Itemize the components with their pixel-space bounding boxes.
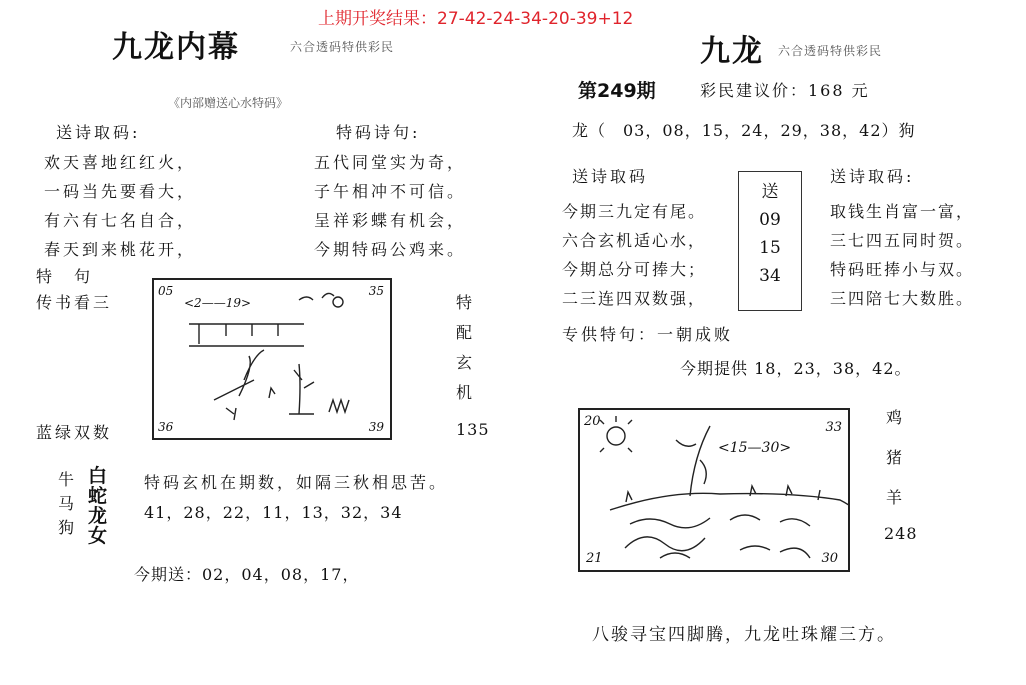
corner-tr: 33 (825, 420, 842, 435)
poem-line: 五代同堂实为奇， (314, 153, 467, 172)
sketch-drawing (580, 410, 848, 570)
right-side-vertical (886, 398, 902, 518)
corner-tl: 20 (584, 414, 601, 429)
poem-line: 子午相冲不可信。 (314, 182, 467, 201)
provide-numbers: 今期提供 18，23，38，42。 (680, 359, 912, 378)
special-label: 特 句 (36, 267, 94, 286)
bold-char: 女 (88, 525, 108, 547)
left-subtitle: 六合透码特供彩民 (290, 40, 395, 54)
footer-poem: 八骏寻宝四脚腾，九龙吐珠耀三方。 (592, 625, 896, 645)
poem-line: 有六有七名自合， (44, 211, 197, 230)
phrase-lanlv: 蓝绿双数 (36, 423, 113, 442)
right-subtitle: 六合透码特供彩民 (778, 44, 883, 58)
send-box-number: 34 (759, 266, 781, 286)
right-poem-heading: 送诗取码 (572, 167, 649, 186)
corner-tr: 35 (368, 284, 384, 298)
send-box-number: 09 (759, 210, 781, 230)
left-poem (44, 148, 196, 264)
corner-bl: 36 (158, 420, 174, 434)
right-poem-right (830, 197, 974, 313)
poem-line: 欢天喜地红红火， (44, 153, 197, 172)
left-section-heading: 《内部赠送心水特码》 (168, 96, 289, 110)
special-poem (314, 148, 466, 264)
send-numbers: 今期送：02，04，08，17， (134, 565, 360, 584)
zodiac: 狗 (58, 518, 75, 537)
riddle: 特码玄机在期数，如隔三秋相思苦。 (144, 473, 449, 492)
right-side-number: 248 (884, 524, 918, 543)
zodiac-list (58, 468, 74, 540)
side-char: 猪 (886, 448, 903, 467)
poem-line: 呈祥彩蝶有机会， (314, 211, 467, 230)
sketch-range: <2——19> (184, 296, 252, 310)
corner-bl: 21 (586, 551, 603, 566)
left-poem-heading: 送诗取码: (56, 123, 141, 142)
poem-line: 春天到来桃花开， (44, 240, 197, 259)
phrase-chuanshu: 传书看三 (36, 293, 113, 312)
last-result-numbers: 27-42-24-34-20-39+12 (437, 9, 634, 29)
zodiac-bold (88, 466, 107, 546)
poem-line: 三四陪七大数胜。 (830, 289, 975, 308)
side-char: 玄 (456, 353, 473, 372)
corner-tl: 05 (158, 284, 174, 298)
special-phrase: 专供特句：一朝成败 (562, 325, 734, 344)
riddle-numbers: 41，28，22，11，13，32，34 (144, 503, 403, 522)
zodiac: 牛 (58, 470, 75, 489)
poem-line: 今期三九定有尾。 (562, 202, 707, 221)
right-poem-heading-left: 特码诗句: (336, 123, 421, 142)
left-side-number: 135 (456, 420, 490, 439)
bold-char: 龙 (88, 505, 108, 527)
poem-line: 二三连四双数强， (562, 289, 707, 308)
side-char: 鸡 (886, 408, 903, 427)
send-box-number: 15 (759, 238, 781, 258)
send-box-label: 送 (761, 182, 779, 202)
zodiac: 马 (58, 494, 75, 513)
side-char: 配 (456, 323, 473, 342)
bold-char: 蛇 (88, 485, 108, 507)
corner-br: 39 (368, 420, 384, 434)
send-box (738, 171, 802, 311)
poem-line: 今期总分可捧大； (562, 260, 707, 279)
poem-line: 今期特码公鸡来。 (314, 240, 467, 259)
left-side-vertical (456, 288, 472, 408)
corner-br: 30 (821, 551, 838, 566)
right-poem-left (562, 197, 706, 313)
poem-line: 取钱生肖富一富， (830, 202, 975, 221)
bold-char: 白 (88, 465, 108, 487)
issue-number: 第249期 (578, 80, 656, 102)
dragon-line: 龙（ 03，08，15，24，29，38，42）狗 (572, 121, 916, 140)
right-poem-heading-2: 送诗取码: (830, 167, 915, 186)
poem-line: 特码旺捧小与双。 (830, 260, 975, 279)
sketch-range: <15—30> (718, 440, 792, 456)
side-char: 羊 (886, 488, 903, 507)
right-sketch (578, 408, 850, 572)
poem-line: 六合玄机适心水， (562, 231, 707, 250)
side-char: 机 (456, 383, 473, 402)
last-result (318, 4, 633, 29)
left-sketch (152, 278, 392, 440)
left-title: 九龙内幕 (112, 30, 240, 65)
price: 彩民建议价：168 元 (700, 81, 870, 100)
last-result-label: 上期开奖结果： (318, 9, 437, 29)
right-title: 九龙 (700, 34, 764, 69)
poem-line: 一码当先要看大， (44, 182, 197, 201)
poem-line: 三七四五同时贺。 (830, 231, 975, 250)
side-char: 特 (456, 293, 473, 312)
